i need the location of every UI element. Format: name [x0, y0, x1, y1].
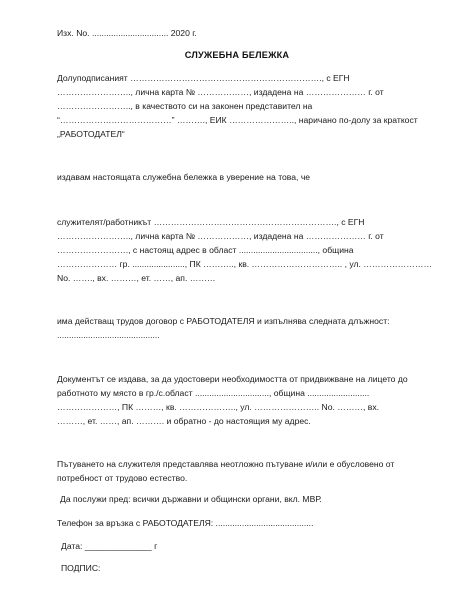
contract-line: има действащ трудов договор с РАБОТОДАТЕЛЯ и изпълнява следната длъжност:	[57, 316, 390, 326]
date-line: Дата: ______________ г	[61, 541, 158, 551]
employee-line: служителят/работникът ………………………………………………………., с ЕГН	[57, 217, 365, 227]
purpose-line: …………………, ПК ………, кв. ……………….., ул. ………………….. No. ………, вх.	[57, 402, 380, 412]
travel-line: потребност от трудово естество.	[57, 473, 188, 483]
reference-number: Изх. No. ................................ 2020 г.	[57, 28, 197, 38]
employer-line: „РАБОТОДАТЕЛ“	[57, 129, 125, 139]
present-to-line: Да послужи пред: всички държавни и общински органи, вкл. МВР.	[60, 494, 322, 504]
employer-line: Долуподписаният …………………………………………………………., с ЕГН	[57, 73, 350, 83]
signature-line: ПОДПИС:	[61, 563, 101, 573]
employee-line: ………………… гр. ......................, ПК ……….., кв. ………………………….. , ул. ……………………	[57, 259, 433, 269]
purpose-line: работното му място в гр./с.област ..............................., община ..........................	[57, 388, 370, 398]
employer-line: …………………….., лична карта № ………………, издадена на ………………… г. от	[57, 87, 384, 97]
purpose-line: Документът се издава, за да удостовери необходимостта от придвижване на лицето до	[57, 374, 408, 384]
employer-line: “…………………………………” ………., ЕИК ………………….., наричано по-долу за краткост	[57, 115, 418, 125]
document-title: СЛУЖЕБНА БЕЛЕЖКА	[184, 50, 290, 60]
travel-line: Пътуването на служителя представлява неотложно пътуване и/или е обусловено от	[57, 459, 395, 469]
employee-line: ……………………., с настоящ адрес в област ................................., община	[57, 245, 354, 255]
employee-line: …………………….., лична карта № ………………, издадена на ………………… г. от	[57, 231, 384, 241]
position-field: ...........................................	[57, 330, 160, 340]
employer-line: …………………….., в качеството си на законен представител на	[57, 101, 313, 111]
purpose-line: ………, ет. ……, ап. ………. и обратно - до настоящия му адрес.	[57, 416, 311, 426]
issuing-statement: издавам настоящата служебна бележка в уверение на това, че	[57, 172, 311, 182]
employee-line: No. ……., вх. ………, ет. ……, ап. ………	[57, 273, 216, 283]
phone-line: Телефон за връзка с РАБОТОДАТЕЛЯ: .........................................	[57, 518, 314, 528]
